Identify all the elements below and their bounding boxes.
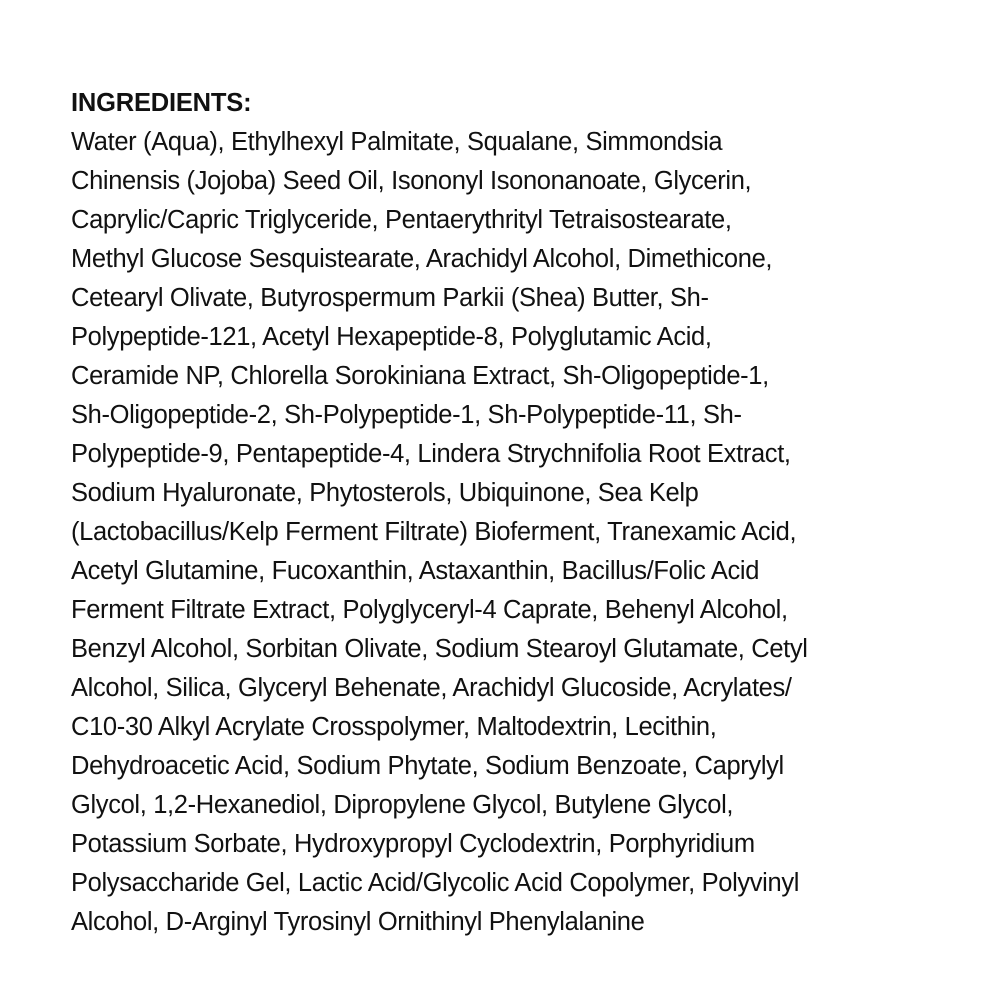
ingredient-line: Sodium Hyaluronate, Phytosterols, Ubiquinone, Sea Kelp [71, 479, 699, 507]
ingredient-line: Caprylic/Capric Triglyceride, Pentaerythrityl Tetraisostearate, [71, 206, 732, 234]
ingredient-line: Polypeptide-121, Acetyl Hexapeptide-8, Polyglutamic Acid, [71, 323, 712, 351]
ingredients-panel [71, 84, 951, 942]
ingredient-line: Ferment Filtrate Extract, Polyglyceryl-4 Caprate, Behenyl Alcohol, [71, 596, 788, 624]
ingredient-line: Ceramide NP, Chlorella Sorokiniana Extract, Sh-Oligopeptide-1, [71, 362, 769, 390]
ingredient-line: Methyl Glucose Sesquistearate, Arachidyl Alcohol, Dimethicone, [71, 245, 773, 273]
ingredient-line: Glycol, 1,2-Hexanediol, Dipropylene Glycol, Butylene Glycol, [71, 791, 734, 819]
ingredient-line: Alcohol, D-Arginyl Tyrosinyl Ornithinyl Phenylalanine [71, 908, 645, 936]
ingredient-line: Benzyl Alcohol, Sorbitan Olivate, Sodium Stearoyl Glutamate, Cetyl [71, 635, 808, 663]
ingredients-heading: INGREDIENTS: [71, 89, 252, 117]
ingredient-line: Polysaccharide Gel, Lactic Acid/Glycolic Acid Copolymer, Polyvinyl [71, 869, 800, 897]
ingredient-line: Water (Aqua), Ethylhexyl Palmitate, Squalane, Simmondsia [71, 128, 723, 156]
ingredient-line: (Lactobacillus/Kelp Ferment Filtrate) Bioferment, Tranexamic Acid, [71, 518, 797, 546]
ingredient-line: Alcohol, Silica, Glyceryl Behenate, Arachidyl Glucoside, Acrylates/ [71, 674, 792, 702]
ingredient-line: Dehydroacetic Acid, Sodium Phytate, Sodium Benzoate, Caprylyl [71, 752, 784, 780]
ingredient-line: C10-30 Alkyl Acrylate Crosspolymer, Maltodextrin, Lecithin, [71, 713, 717, 741]
ingredient-line: Cetearyl Olivate, Butyrospermum Parkii (Shea) Butter, Sh- [71, 284, 709, 312]
ingredient-line: Potassium Sorbate, Hydroxypropyl Cyclodextrin, Porphyridium [71, 830, 755, 858]
ingredient-line: Polypeptide-9, Pentapeptide-4, Lindera Strychnifolia Root Extract, [71, 440, 791, 468]
ingredient-line: Acetyl Glutamine, Fucoxanthin, Astaxanthin, Bacillus/Folic Acid [71, 557, 760, 585]
ingredient-list [71, 123, 951, 942]
ingredient-line: Chinensis (Jojoba) Seed Oil, Isononyl Isononanoate, Glycerin, [71, 167, 752, 195]
ingredient-line: Sh-Oligopeptide-2, Sh-Polypeptide-1, Sh-Polypeptide-11, Sh- [71, 401, 742, 429]
